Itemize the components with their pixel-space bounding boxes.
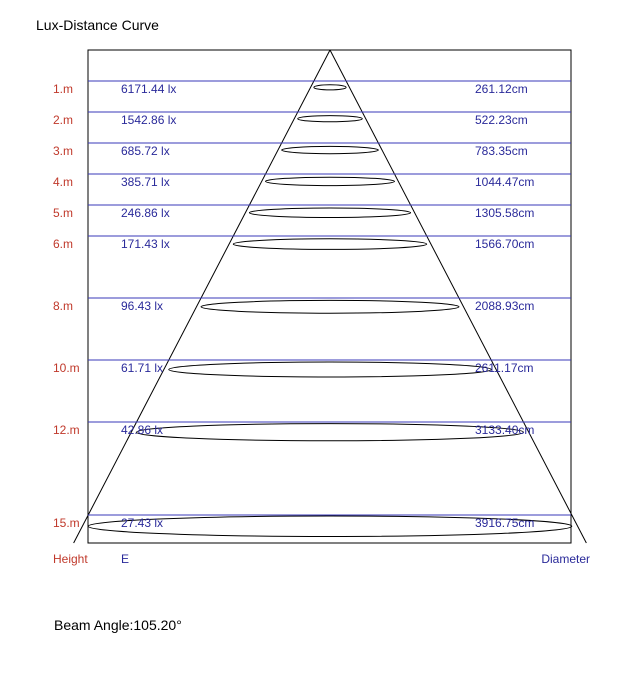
diameter-label: 1566.70cm xyxy=(475,237,535,251)
diameter-label: 3133.40cm xyxy=(475,423,535,437)
diameter-label: 2088.93cm xyxy=(475,299,535,313)
beam-ellipse-2 xyxy=(298,116,362,122)
lux-label: 385.71 lx xyxy=(121,175,170,189)
illuminance-header: E xyxy=(121,552,130,566)
lux-label: 685.72 lx xyxy=(121,144,170,158)
lux-label: 246.86 lx xyxy=(121,206,170,220)
height-label: 15.m xyxy=(53,516,80,530)
chart-title: Lux-Distance Curve xyxy=(36,17,159,33)
lux-label: 6171.44 lx xyxy=(121,82,177,96)
diameter-header: Diameter xyxy=(541,552,590,566)
height-label: 4.m xyxy=(53,175,74,189)
diameter-label: 2611.17cm xyxy=(475,361,534,375)
beam-ellipse-6 xyxy=(233,239,426,250)
height-label: 3.m xyxy=(53,144,74,158)
lux-label: 42.86 lx xyxy=(121,423,164,437)
diameter-label: 1305.58cm xyxy=(475,206,535,220)
lux-label: 171.43 lx xyxy=(121,237,170,251)
diameter-label: 3916.75cm xyxy=(475,516,535,530)
lux-label: 27.43 lx xyxy=(121,516,164,530)
height-label: 12.m xyxy=(53,423,80,437)
height-label: 10.m xyxy=(53,361,80,375)
beam-ellipse-5 xyxy=(249,208,410,218)
diameter-label: 261.12cm xyxy=(475,82,528,96)
lux-label: 96.43 lx xyxy=(121,299,164,313)
beam-ellipse-12 xyxy=(137,424,524,441)
diameter-label: 1044.47cm xyxy=(475,175,535,189)
diameter-label: 783.35cm xyxy=(475,144,528,158)
beam-ellipse-1 xyxy=(314,85,346,90)
beam-ellipse-8 xyxy=(201,300,459,313)
beam-ellipse-4 xyxy=(266,177,395,185)
height-label: 2.m xyxy=(53,113,74,127)
height-label: 1.m xyxy=(53,82,74,96)
diameter-label: 522.23cm xyxy=(475,113,528,127)
height-label: 8.m xyxy=(53,299,74,313)
cone-left-edge xyxy=(74,50,330,543)
height-header: Height xyxy=(53,552,88,566)
lux-label: 1542.86 lx xyxy=(121,113,177,127)
beam-angle-label: Beam Angle:105.20° xyxy=(54,617,182,633)
lux-label: 61.71 lx xyxy=(121,361,164,375)
height-label: 6.m xyxy=(53,237,74,251)
beam-ellipse-3 xyxy=(282,146,379,153)
beam-ellipse-10 xyxy=(169,362,491,377)
cone-right-edge xyxy=(330,50,586,543)
height-label: 5.m xyxy=(53,206,74,220)
